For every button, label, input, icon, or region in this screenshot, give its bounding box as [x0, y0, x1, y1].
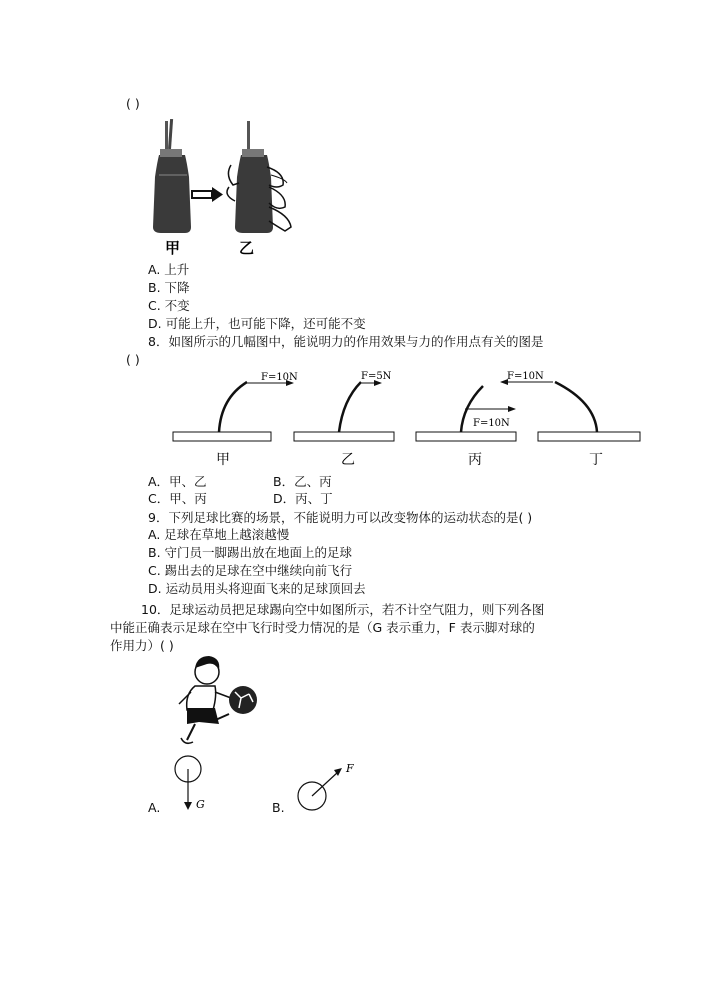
- q8-option-c: C．甲、丙: [148, 491, 207, 506]
- soccer-player-image: [165, 652, 265, 752]
- q8-stem: 8．如图所示的几幅图中，能说明力的作用效果与力的作用点有关的图是: [148, 334, 544, 349]
- q8-answer-bracket: ( ): [126, 352, 140, 367]
- force-label-f: F: [346, 762, 354, 775]
- fig-label-jia: 甲: [165, 239, 181, 257]
- q7-option-d: D. 可能上升，也可能下降，还可能不变: [148, 316, 366, 331]
- q9-option-b: B. 守门员一脚踢出放在地面上的足球: [148, 545, 353, 560]
- panel-yi: [294, 371, 394, 468]
- panel-label-yi: 乙: [341, 452, 355, 468]
- q9-stem: 9．下列足球比赛的场景，不能说明力可以改变物体的运动状态的是( ): [148, 510, 533, 525]
- q10-stem-line2: 中能正确表示足球在空中飞行时受力情况的是（G 表示重力，F 表示脚对球的: [110, 620, 535, 635]
- q8-option-b: B．乙、丙: [273, 474, 332, 489]
- fig-label-yi: 乙: [239, 239, 255, 257]
- option-a-force-diagram: [165, 752, 215, 814]
- q10-stem-line3: 作用力）( ): [110, 638, 174, 653]
- force-label-bing: F=10N: [473, 418, 510, 429]
- force-label-ding: F=10N: [507, 371, 544, 382]
- force-label-yi: F=5N: [361, 371, 392, 382]
- q10-stem-line1: 10．足球运动员把足球踢向空中如图所示，若不计空气阻力，则下列各图: [141, 602, 545, 617]
- q9-option-d: D. 运动员用头将迎面飞来的足球顶回去: [148, 581, 366, 596]
- q7-option-c: C. 不变: [148, 298, 190, 313]
- option-a-label: A.: [148, 800, 161, 815]
- force-label-jia: F=10N: [261, 372, 298, 383]
- q9-option-a: A. 足球在草地上越滚越慢: [148, 527, 290, 542]
- bottle-figure: [145, 115, 295, 260]
- q7-option-b: B. 下降: [148, 280, 190, 295]
- q7-option-a: A. 上升: [148, 262, 190, 277]
- q8-option-d: D．丙、丁: [273, 491, 333, 506]
- q7-answer-bracket: ( ): [126, 96, 140, 111]
- bottle-yi-squeezed-image: [227, 121, 291, 233]
- panel-label-bing: 丙: [468, 452, 482, 468]
- force-point-figure: [165, 366, 650, 474]
- q8-option-a: A．甲、乙: [148, 474, 207, 489]
- option-b-label: B.: [272, 800, 285, 815]
- panel-ding: [501, 371, 640, 468]
- q9-option-c: C. 踢出去的足球在空中继续向前飞行: [148, 563, 353, 578]
- force-label-g: G: [196, 798, 205, 811]
- panel-label-jia: 甲: [216, 452, 230, 468]
- panel-jia: [173, 372, 298, 468]
- bottle-jia-image: [153, 119, 191, 233]
- panel-label-ding: 丁: [589, 452, 603, 468]
- panel-bing: [416, 386, 516, 468]
- arrow-icon: [192, 187, 223, 202]
- option-b-force-diagram: [292, 760, 362, 815]
